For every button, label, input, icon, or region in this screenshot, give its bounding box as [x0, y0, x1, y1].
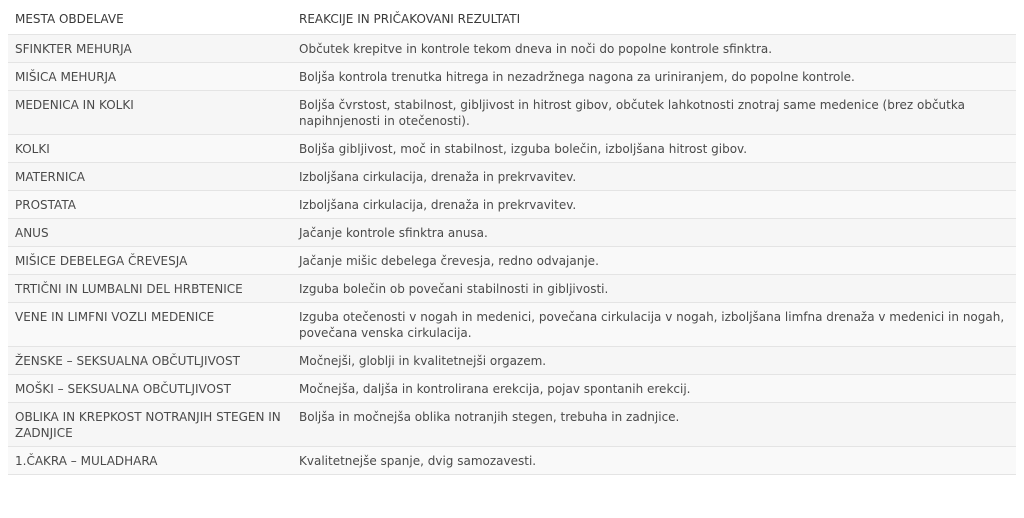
area-cell: 1.ČAKRA – MULADHARA: [8, 447, 292, 475]
result-cell: Kvalitetnejše spanje, dvig samozavesti.: [292, 447, 1016, 475]
table-row: [8, 219, 1016, 247]
area-cell: MATERNICA: [8, 163, 292, 191]
area-cell: VENE IN LIMFNI VOZLI MEDENICE: [8, 303, 292, 347]
table-header-row: [8, 0, 1016, 35]
result-cell: Jačanje kontrole sfinktra anusa.: [292, 219, 1016, 247]
table-row: [8, 35, 1016, 63]
area-cell: PROSTATA: [8, 191, 292, 219]
area-cell: MIŠICA MEHURJA: [8, 63, 292, 91]
result-cell: Jačanje mišic debelega črevesja, redno odvajanje.: [292, 247, 1016, 275]
table-row: [8, 91, 1016, 135]
area-cell: TRTIČNI IN LUMBALNI DEL HRBTENICE: [8, 275, 292, 303]
result-cell: Močnejši, globlji in kvalitetnejši orgazem.: [292, 347, 1016, 375]
result-cell: Boljša čvrstost, stabilnost, gibljivost in hitrost gibov, občutek lahkotnosti znotraj same medenice (brez občutka napihnjenosti in otečenosti).: [292, 91, 1016, 135]
table-row: [8, 403, 1016, 447]
area-cell: OBLIKA IN KREPKOST NOTRANJIH STEGEN IN ZADNJICE: [8, 403, 292, 447]
table-row: [8, 135, 1016, 163]
table-row: [8, 447, 1016, 475]
area-cell: KOLKI: [8, 135, 292, 163]
column-header-area: MESTA OBDELAVE: [8, 0, 292, 35]
result-cell: Izboljšana cirkulacija, drenaža in prekrvavitev.: [292, 163, 1016, 191]
result-cell: Izguba otečenosti v nogah in medenici, povečana cirkulacija v nogah, izboljšana limfna drenaža v medenici in nogah, povečana venska cirkulacija.: [292, 303, 1016, 347]
table-row: [8, 247, 1016, 275]
result-cell: Močnejša, daljša in kontrolirana erekcija, pojav spontanih erekcij.: [292, 375, 1016, 403]
area-cell: ŽENSKE – SEKSUALNA OBČUTLJIVOST: [8, 347, 292, 375]
result-cell: Boljša in močnejša oblika notranjih stegen, trebuha in zadnjice.: [292, 403, 1016, 447]
table-row: [8, 191, 1016, 219]
table-row: [8, 347, 1016, 375]
table-row: [8, 303, 1016, 347]
area-cell: MEDENICA IN KOLKI: [8, 91, 292, 135]
area-cell: ANUS: [8, 219, 292, 247]
column-header-result: REAKCIJE IN PRIČAKOVANI REZULTATI: [292, 0, 1016, 35]
area-cell: MIŠICE DEBELEGA ČREVESJA: [8, 247, 292, 275]
area-cell: MOŠKI – SEKSUALNA OBČUTLJIVOST: [8, 375, 292, 403]
table-row: [8, 63, 1016, 91]
table-row: [8, 375, 1016, 403]
result-cell: Boljša gibljivost, moč in stabilnost, izguba bolečin, izboljšana hitrost gibov.: [292, 135, 1016, 163]
result-cell: Izguba bolečin ob povečani stabilnosti in gibljivosti.: [292, 275, 1016, 303]
treatment-table: [8, 0, 1016, 475]
table-row: [8, 275, 1016, 303]
table-row: [8, 163, 1016, 191]
result-cell: Boljša kontrola trenutka hitrega in nezadržnega nagona za uriniranjem, do popolne kontrole.: [292, 63, 1016, 91]
result-cell: Izboljšana cirkulacija, drenaža in prekrvavitev.: [292, 191, 1016, 219]
area-cell: SFINKTER MEHURJA: [8, 35, 292, 63]
result-cell: Občutek krepitve in kontrole tekom dneva in noči do popolne kontrole sfinktra.: [292, 35, 1016, 63]
